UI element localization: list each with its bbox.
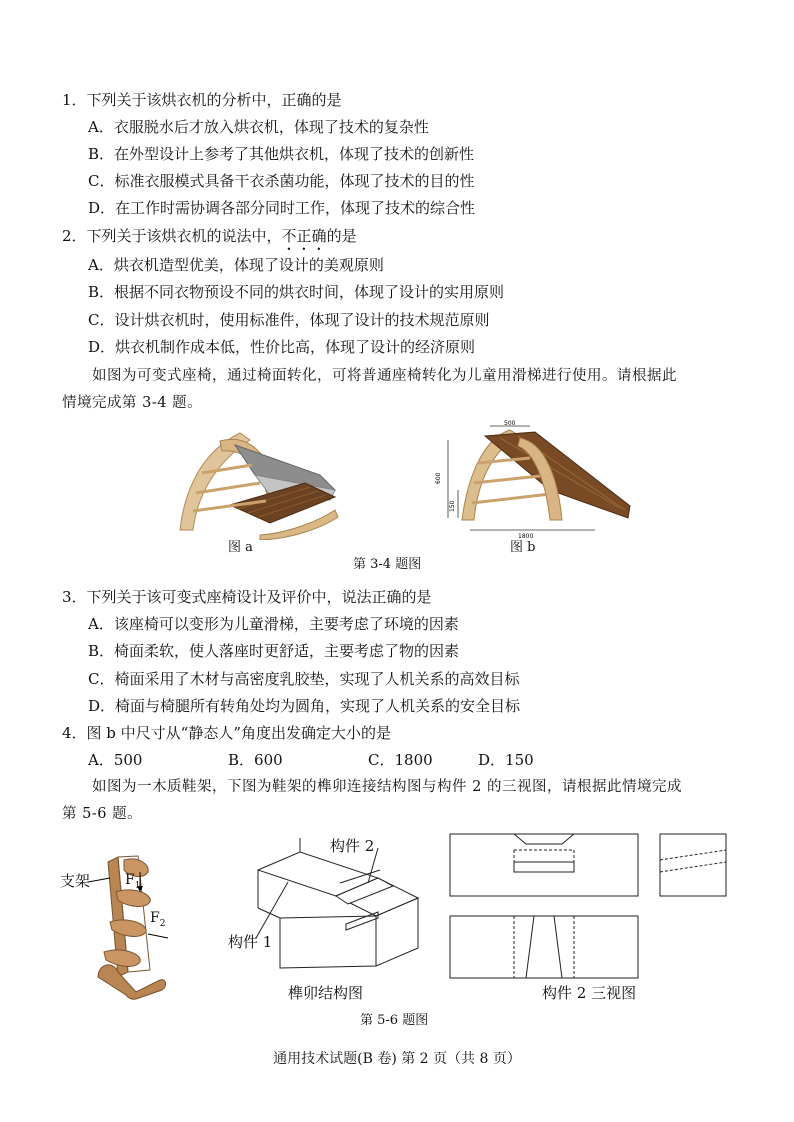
q1-option-b: B．在外型设计上参考了其他烘衣机，体现了技术的创新性 <box>88 145 475 163</box>
three-view-figure <box>448 832 728 980</box>
q4-choice-a: A．500 <box>88 751 143 769</box>
q2-stem <box>62 226 357 254</box>
label-joint-structure: 榫卯结构图 <box>288 984 364 1002</box>
q2-stem-pre: 2．下列关于该烘衣机的说法中， <box>62 227 282 245</box>
chair-figure-a <box>160 425 350 540</box>
label-f1 <box>125 872 140 894</box>
intro34-line1: 如图为可变式座椅，通过椅面转化，可将普通座椅转化为儿童用滑梯进行使用。请根据此 <box>92 368 677 384</box>
q4-stem: 4．图 b 中尺寸从“静态人”角度出发确定大小的是 <box>62 724 392 742</box>
q2-option-d: D．烘衣机制作成本低，性价比高，体现了设计的经济原则 <box>88 338 476 356</box>
figure-56-caption: 第 5-6 题图 <box>360 1013 429 1028</box>
page-footer: 通用技术试题(B 卷) 第 2 页（共 8 页） <box>273 1051 521 1067</box>
intro56-line2: 第 5-6 题。 <box>62 806 143 822</box>
q2-stem-emphasis: 不正确 <box>281 227 327 245</box>
q3-stem: 3．下列关于该可变式座椅设计及评价中，说法正确的是 <box>62 588 432 606</box>
label-f1-sub: 1 <box>134 880 141 891</box>
q1-option-a: A．衣服脱水后才放入烘衣机，体现了技术的复杂性 <box>88 118 429 136</box>
q2-option-a: A．烘衣机造型优美，体现了设计的美观原则 <box>88 256 384 274</box>
q4-choices <box>88 750 534 770</box>
q3-option-c: C．椅面采用了木材与高密度乳胶垫，实现了人机关系的高效目标 <box>88 670 520 688</box>
label-support: 支架 <box>60 872 91 890</box>
label-f1-letter: F <box>125 872 135 888</box>
q2-option-c: C．设计烘衣机时，使用标准件，体现了设计的技术规范原则 <box>88 311 490 329</box>
dim-150: 150 <box>449 500 456 512</box>
label-f2 <box>150 910 165 932</box>
dim-600: 600 <box>435 472 442 484</box>
figure-a-label: 图 a <box>228 540 253 555</box>
intro34-line2: 情境完成第 3-4 题。 <box>62 395 203 411</box>
side-view <box>660 834 726 896</box>
q1-option-c: C．标准衣服模式具备干衣杀菌功能，体现了技术的目的性 <box>88 172 475 190</box>
q4-choice-b: B．600 <box>228 751 283 769</box>
dim-1800: 1800 <box>518 533 534 540</box>
top-view <box>450 916 638 978</box>
q4-choice-d: D．150 <box>478 751 534 769</box>
q3-option-a: A．该座椅可以变形为儿童滑梯，主要考虑了环境的因素 <box>88 615 459 633</box>
figure-34-caption: 第 3-4 题图 <box>353 557 422 572</box>
dim-500: 500 <box>504 420 516 427</box>
slide-figure-b <box>430 418 640 543</box>
label-f2-sub: 2 <box>159 918 166 929</box>
q2-option-b: B．根据不同衣物预设不同的烘衣时间，体现了设计的实用原则 <box>88 283 505 301</box>
q3-option-d: D．椅面与椅腿所有转角处均为圆角，实现了人机关系的安全目标 <box>88 697 521 715</box>
label-part2: 构件 2 <box>330 837 375 855</box>
label-f2-letter: F <box>150 910 160 926</box>
intro56-line1: 如图为一木质鞋架，下图为鞋架的榫卯连接结构图与构件 2 的三视图，请根据此情境完成 <box>92 779 682 795</box>
front-view <box>450 834 638 896</box>
q1-stem: 1．下列关于该烘衣机的分析中，正确的是 <box>62 91 342 109</box>
q3-option-b: B．椅面柔软，使人落座时更舒适，主要考虑了物的因素 <box>88 642 460 660</box>
joint-structure-figure <box>228 838 428 988</box>
q2-stem-post: 的是 <box>326 227 357 245</box>
label-part1: 构件 1 <box>228 933 273 951</box>
label-three-views: 构件 2 三视图 <box>542 984 637 1002</box>
figure-b-label: 图 b <box>510 540 536 555</box>
q1-option-d: D．在工作时需协调各部分同时工作，体现了技术的综合性 <box>88 199 476 217</box>
q4-choice-c: C．1800 <box>368 751 433 769</box>
